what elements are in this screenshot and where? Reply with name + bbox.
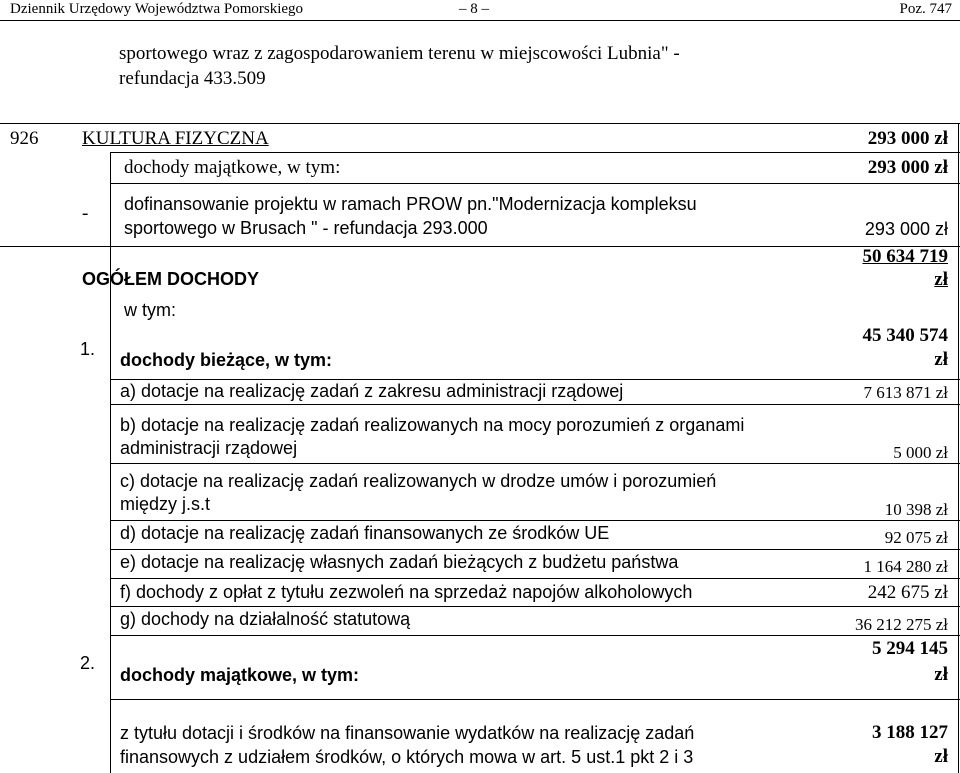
capital-income-label-2: dochody majątkowe, w tym: <box>120 665 360 685</box>
capital-sub-amount-line-1: 3 188 127 <box>872 722 948 743</box>
rule <box>110 578 960 579</box>
item-b-line-1: b) dotacje na realizację zadań realizowanych na mocy porozumień z organami <box>120 415 745 435</box>
item-d-text: d) dotacje na realizację zadań finansowanych ze środków UE <box>120 523 610 543</box>
rule <box>110 152 960 153</box>
item-c-amount: 10 398 zł <box>884 500 948 519</box>
capital-number: 2. <box>80 653 96 673</box>
rule <box>110 463 960 464</box>
section-code: 926 <box>10 128 39 149</box>
item-b-line-2: administracji rządowej <box>120 438 298 458</box>
intro-line-1: sportowego wraz z zagospodarowaniem terenu w miejscowości Lubnia" - <box>119 43 680 64</box>
item-g-amount: 36 212 275 zł <box>854 615 948 634</box>
section-title: KULTURA FIZYCZNA <box>82 128 269 149</box>
item-f-text: f) dochody z opłat z tytułu zezwoleń na sprzedaż napojów alkoholowych <box>120 582 693 602</box>
item-f-amount: 242 675 zł <box>867 582 948 603</box>
item-c-line-1: c) dotacje na realizację zadań realizowanych w drodze umów i porozumień <box>120 471 717 491</box>
rule-top <box>0 123 960 124</box>
rule <box>110 635 960 636</box>
intro-line-2: refundacja 433.509 <box>119 68 266 89</box>
capital-amount-line-1: 5 294 145 <box>872 638 948 659</box>
rule <box>0 246 960 247</box>
total-amount-line-1: 50 634 719 <box>862 246 948 267</box>
journal-title: Dziennik Urzędowy Województwa Pomorskiego <box>10 1 304 17</box>
item-b-amount: 5 000 zł <box>893 443 948 462</box>
item-e-text: e) dotacje na realizację własnych zadań bieżących z budżetu państwa <box>120 552 679 572</box>
item-c-line-2: między j.s.t <box>120 494 211 514</box>
dash-marker: - <box>82 203 89 224</box>
item-a-amount: 7 613 871 zł <box>863 383 948 402</box>
capital-income-amount: 293 000 zł <box>867 157 948 178</box>
current-amount-line-1: 45 340 574 <box>862 325 948 346</box>
capital-amount-line-2: zł <box>934 664 948 685</box>
project-line-2: sportowego w Brusach " - refundacja 293.000 <box>124 218 488 238</box>
w-tym-label: w tym: <box>124 300 176 320</box>
position-number: Poz. 747 <box>899 1 952 17</box>
project-line-1: dofinansowanie projektu w ramach PROW pn."Modernizacja kompleksu <box>124 194 697 214</box>
rule <box>110 699 960 700</box>
capital-sub-line-2: finansowych z udziałem środków, o których mowa w art. 5 ust.1 pkt 2 i 3 <box>120 747 694 767</box>
section-amount: 293 000 zł <box>867 128 948 149</box>
item-d-amount: 92 075 zł <box>884 528 948 547</box>
total-amount-line-2: zł <box>934 269 948 290</box>
page-header <box>0 0 960 21</box>
rule <box>110 549 960 550</box>
total-label: OGÓŁEM DOCHODY <box>82 269 260 289</box>
capital-sub-amount-line-2: zł <box>934 746 948 767</box>
rule <box>110 606 960 607</box>
rule <box>110 183 960 184</box>
item-g-text: g) dochody na działalność statutową <box>120 609 411 629</box>
item-a-text: a) dotacje na realizację zadań z zakresu administracji rządowej <box>120 381 624 401</box>
rule <box>110 520 960 521</box>
page-number: – 8 – <box>459 1 489 17</box>
capital-sub-line-1: z tytułu dotacji i środków na finansowanie wydatków na realizację zadań <box>120 723 695 743</box>
current-income-label: dochody bieżące, w tym: <box>120 350 333 370</box>
current-amount-line-2: zł <box>934 349 948 370</box>
capital-income-label: dochody majątkowe, w tym: <box>124 157 341 178</box>
project-amount: 293 000 zł <box>864 219 948 239</box>
column-divider <box>110 152 111 773</box>
item-e-amount: 1 164 280 zł <box>863 557 948 576</box>
current-number: 1. <box>80 339 96 359</box>
rule <box>110 404 960 405</box>
column-divider <box>958 123 959 773</box>
